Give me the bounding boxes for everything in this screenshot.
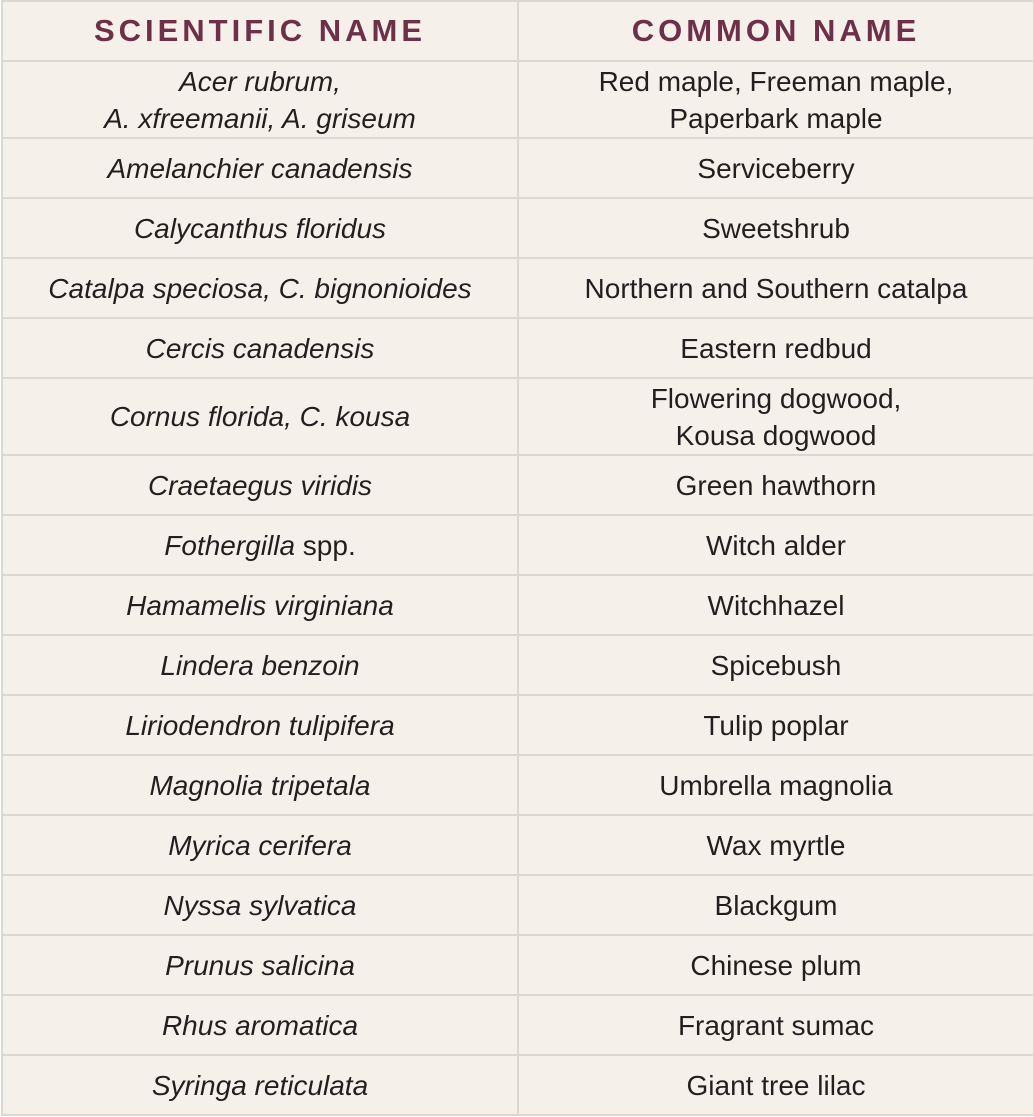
scientific-name-cell: Myrica cerifera [2, 815, 518, 875]
common-name-cell: Spicebush [518, 635, 1034, 695]
table-row [2, 198, 1034, 258]
header-row [2, 1, 1034, 61]
table-row [2, 995, 1034, 1055]
common-name-cell: Witch alder [518, 515, 1034, 575]
common-name-cell: Wax myrtle [518, 815, 1034, 875]
table-row [2, 258, 1034, 318]
scientific-name-header: SCIENTIFIC NAME [2, 1, 518, 61]
scientific-name-cell: Calycanthus floridus [2, 198, 518, 258]
common-name-cell: Giant tree lilac [518, 1055, 1034, 1115]
table-row [2, 695, 1034, 755]
scientific-name-cell: Prunus salicina [2, 935, 518, 995]
scientific-name-line: A. xfreemanii, A. griseum [104, 102, 416, 134]
table-row [2, 61, 1034, 138]
common-name-cell [518, 378, 1034, 455]
scientific-name-cell: Rhus aromatica [2, 995, 518, 1055]
table-row [2, 755, 1034, 815]
common-name-cell: Umbrella magnolia [518, 755, 1034, 815]
species-abbreviation: spp. [295, 529, 356, 561]
table-row [2, 318, 1034, 378]
scientific-name-cell: Liriodendron tulipifera [2, 695, 518, 755]
common-name-line: Red maple, Freeman maple, [598, 65, 954, 97]
common-name-cell: Northern and Southern catalpa [518, 258, 1034, 318]
table-row [2, 635, 1034, 695]
scientific-name-cell: Craetaegus viridis [2, 455, 518, 515]
scientific-name-cell: Hamamelis virginiana [2, 575, 518, 635]
genus-name: Fothergilla [164, 529, 296, 561]
plant-names-table [1, 0, 1034, 1116]
common-name-cell: Tulip poplar [518, 695, 1034, 755]
scientific-name-cell [2, 61, 518, 138]
scientific-name-cell [2, 515, 518, 575]
scientific-name-cell: Cornus florida, C. kousa [2, 378, 518, 455]
common-name-cell: Serviceberry [518, 138, 1034, 198]
table-row [2, 378, 1034, 455]
scientific-name-cell: Amelanchier canadensis [2, 138, 518, 198]
scientific-name-cell: Lindera benzoin [2, 635, 518, 695]
common-name-cell: Witchhazel [518, 575, 1034, 635]
table-row [2, 138, 1034, 198]
common-name-header: COMMON NAME [518, 1, 1034, 61]
scientific-name-cell: Cercis canadensis [2, 318, 518, 378]
table-row [2, 935, 1034, 995]
common-name-cell [518, 61, 1034, 138]
table-row [2, 875, 1034, 935]
common-name-cell: Chinese plum [518, 935, 1034, 995]
scientific-name-cell: Syringa reticulata [2, 1055, 518, 1115]
table-row [2, 1055, 1034, 1115]
scientific-name-cell: Magnolia tripetala [2, 755, 518, 815]
table-row [2, 575, 1034, 635]
scientific-name-cell: Nyssa sylvatica [2, 875, 518, 935]
common-name-line: Kousa dogwood [675, 419, 877, 451]
table-row [2, 815, 1034, 875]
table-row [2, 455, 1034, 515]
common-name-line: Flowering dogwood, [650, 382, 902, 414]
common-name-cell: Eastern redbud [518, 318, 1034, 378]
common-name-line: Paperbark maple [669, 102, 883, 134]
scientific-name-cell: Catalpa speciosa, C. bignonioides [2, 258, 518, 318]
table-row [2, 515, 1034, 575]
common-name-cell: Fragrant sumac [518, 995, 1034, 1055]
common-name-cell: Green hawthorn [518, 455, 1034, 515]
common-name-cell: Blackgum [518, 875, 1034, 935]
scientific-name-line: Acer rubrum, [179, 65, 341, 97]
common-name-cell: Sweetshrub [518, 198, 1034, 258]
